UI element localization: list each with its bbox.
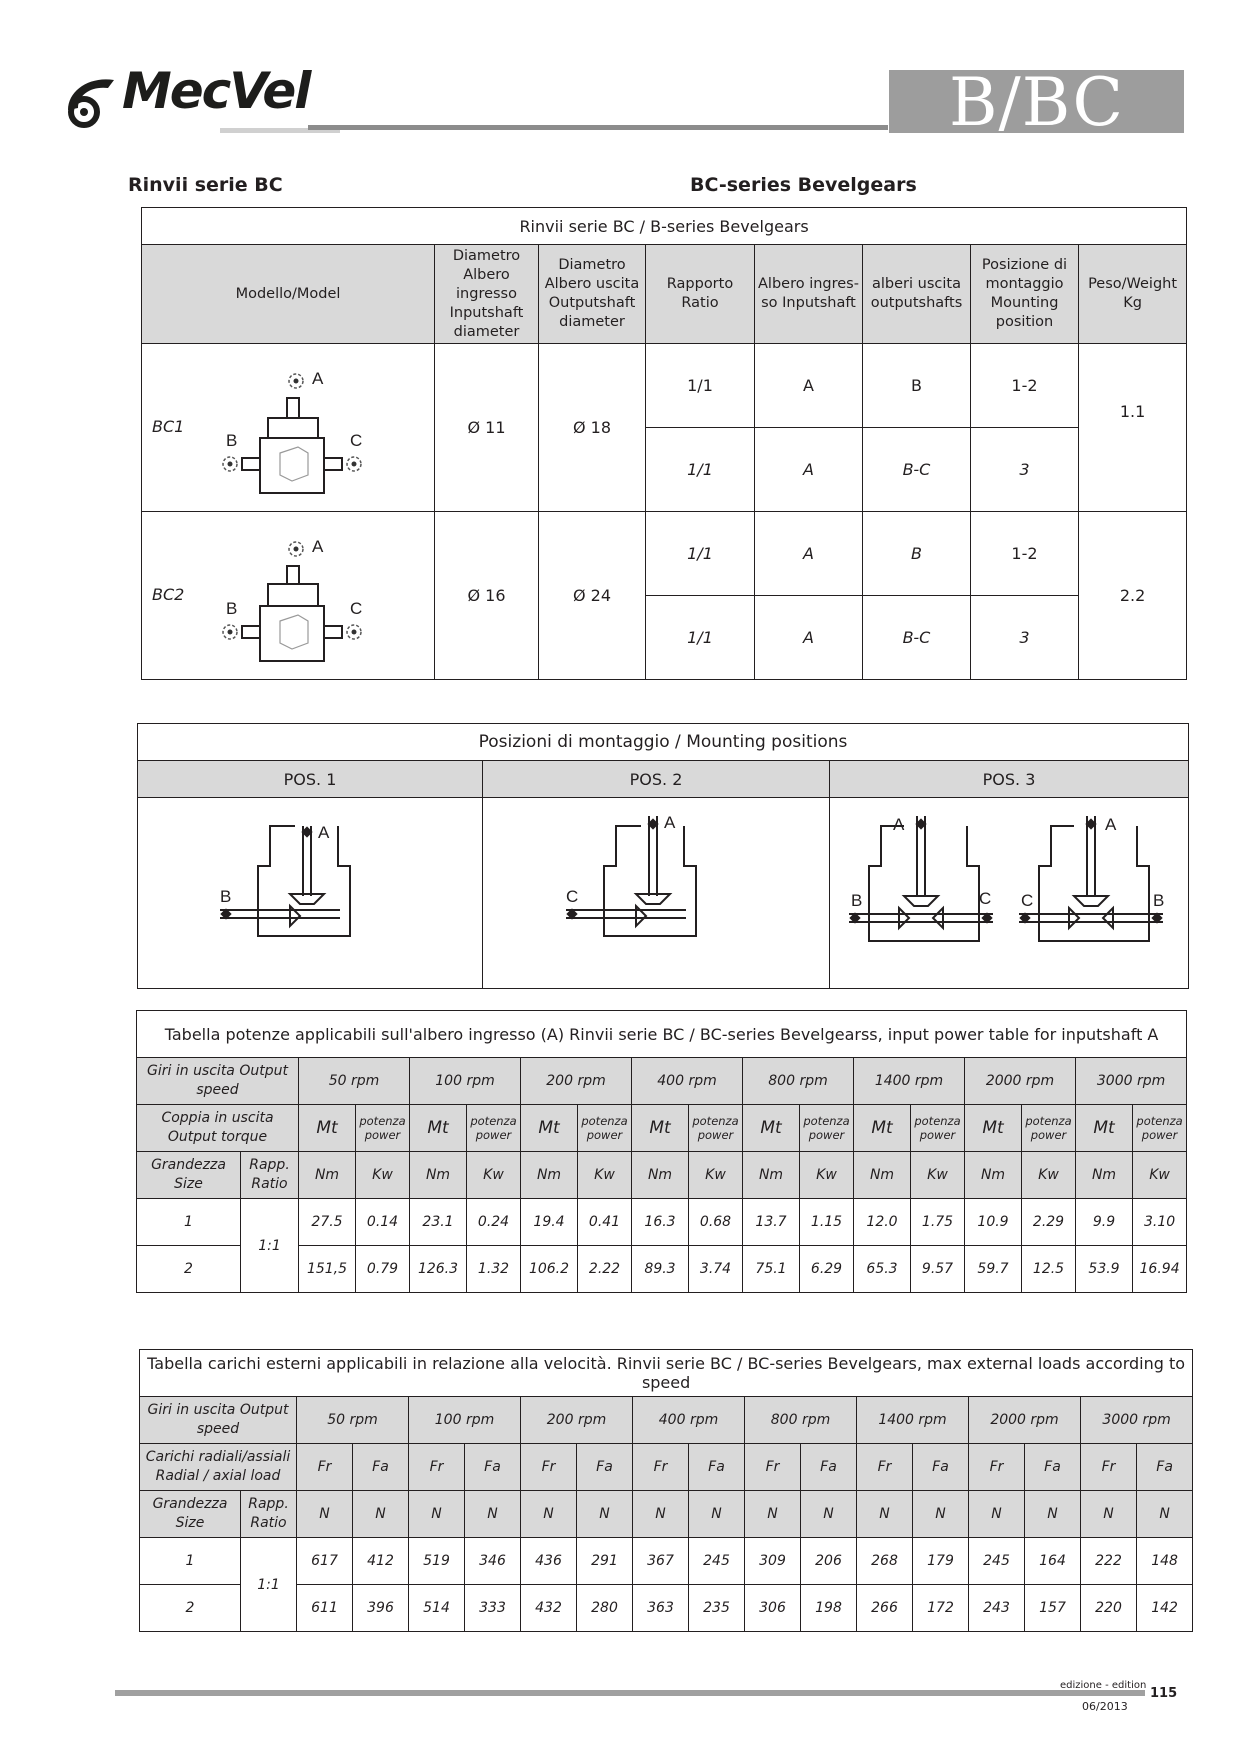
- unit-row: [140, 1491, 1193, 1538]
- table-row: [142, 344, 1187, 428]
- unit-cell: N: [633, 1491, 689, 1538]
- speed-row: [140, 1397, 1193, 1444]
- table-row: [140, 1585, 1193, 1632]
- value-cell: 309: [745, 1538, 801, 1585]
- power-header: potenza power: [1022, 1105, 1076, 1152]
- unit-cell: N: [913, 1491, 969, 1538]
- mt-header: Mt: [1076, 1105, 1133, 1152]
- value-cell: 346: [465, 1538, 521, 1585]
- table-title: Posizioni di montaggio / Mounting positions: [138, 724, 1189, 761]
- bevelgear-models-table: [141, 207, 1187, 680]
- value-cell: 142: [1137, 1585, 1193, 1632]
- unit-cell: Kw: [578, 1152, 632, 1199]
- fr-header: Fr: [409, 1444, 465, 1491]
- value-cell: 206: [801, 1538, 857, 1585]
- power-header: potenza power: [356, 1105, 410, 1152]
- size-cell: 1: [137, 1199, 241, 1246]
- speed-cell: 800 rpm: [743, 1058, 854, 1105]
- fa-header: Fa: [913, 1444, 969, 1491]
- value-cell: 280: [577, 1585, 633, 1632]
- fa-header: Fa: [801, 1444, 857, 1491]
- speed-cell: 3000 rpm: [1081, 1397, 1193, 1444]
- speed-cell: 50 rpm: [299, 1058, 410, 1105]
- mounting-diagram-icon: [210, 816, 410, 966]
- unit-cell: Nm: [743, 1152, 800, 1199]
- position-header-2: POS. 2: [483, 761, 830, 798]
- svg-text:B: B: [226, 598, 238, 618]
- svg-text:B: B: [220, 886, 232, 906]
- value-cell: 10.9: [965, 1199, 1022, 1246]
- speed-cell: 400 rpm: [632, 1058, 743, 1105]
- unit-cell: Nm: [521, 1152, 578, 1199]
- load-label: Carichi radiali/assiali Radial / axial load: [140, 1444, 297, 1491]
- fa-header: Fa: [1025, 1444, 1081, 1491]
- torque-label: Coppia in uscita Output torque: [137, 1105, 299, 1152]
- edition-date: 06/2013: [1082, 1700, 1128, 1713]
- output-diameter: Ø 18: [539, 344, 646, 512]
- value-cell: 611: [297, 1585, 353, 1632]
- unit-cell: Nm: [632, 1152, 689, 1199]
- input-shaft: A: [755, 428, 863, 512]
- unit-cell: N: [857, 1491, 913, 1538]
- value-cell: 396: [353, 1585, 409, 1632]
- section-title-it: Rinvii serie BC: [128, 174, 283, 196]
- speed-label: Giri in uscita Output speed: [137, 1058, 299, 1105]
- value-cell: 436: [521, 1538, 577, 1585]
- fa-header: Fa: [1137, 1444, 1193, 1491]
- ratio: 1/1: [646, 596, 755, 680]
- unit-cell: N: [1025, 1491, 1081, 1538]
- position-header-1: POS. 1: [138, 761, 483, 798]
- model-cell: [142, 344, 435, 512]
- power-header: potenza power: [800, 1105, 854, 1152]
- input-power-table: [136, 1010, 1187, 1293]
- series-badge: B/BC: [889, 70, 1184, 133]
- svg-text:B: B: [1153, 890, 1165, 910]
- ratio: 1/1: [646, 512, 755, 596]
- value-cell: 3.74: [689, 1246, 743, 1293]
- value-cell: 363: [633, 1585, 689, 1632]
- value-cell: 172: [913, 1585, 969, 1632]
- unit-cell: Nm: [1076, 1152, 1133, 1199]
- weight: 1.1: [1079, 344, 1187, 512]
- header-output-shafts: alberi uscita outputshafts: [863, 245, 971, 344]
- value-cell: 222: [1081, 1538, 1137, 1585]
- value-cell: 0.24: [467, 1199, 521, 1246]
- size-label: Grandezza Size: [140, 1491, 241, 1538]
- mt-header: Mt: [965, 1105, 1022, 1152]
- table-title: Tabella carichi esterni applicabili in relazione alla velocità. Rinvii serie BC / BC-series Bevelgears, max external loads according to speed: [140, 1350, 1193, 1397]
- unit-cell: N: [409, 1491, 465, 1538]
- mounting-positions-table: [137, 723, 1189, 989]
- brand-name: MecVel: [122, 62, 310, 120]
- ratio-label: Rapp. Ratio: [241, 1491, 297, 1538]
- unit-cell: Kw: [1022, 1152, 1076, 1199]
- input-shaft: A: [755, 596, 863, 680]
- speed-cell: 2000 rpm: [969, 1397, 1081, 1444]
- unit-cell: N: [521, 1491, 577, 1538]
- position-2-diagram: [483, 798, 830, 989]
- svg-text:B: B: [851, 890, 863, 910]
- value-cell: 9.9: [1076, 1199, 1133, 1246]
- output-diameter: Ø 24: [539, 512, 646, 680]
- value-cell: 12.5: [1022, 1246, 1076, 1293]
- unit-cell: N: [465, 1491, 521, 1538]
- header-input-diameter: Diametro Albero ingresso Inputshaft diameter: [435, 245, 539, 344]
- value-cell: 198: [801, 1585, 857, 1632]
- value-cell: 13.7: [743, 1199, 800, 1246]
- fr-header: Fr: [521, 1444, 577, 1491]
- value-cell: 12.0: [854, 1199, 911, 1246]
- value-cell: 0.14: [356, 1199, 410, 1246]
- power-header: potenza power: [467, 1105, 521, 1152]
- fr-header: Fr: [745, 1444, 801, 1491]
- header-model: Modello/Model: [142, 245, 435, 344]
- input-diameter: Ø 16: [435, 512, 539, 680]
- value-cell: 1.32: [467, 1246, 521, 1293]
- speed-cell: 200 rpm: [521, 1058, 632, 1105]
- size-cell: 1: [140, 1538, 241, 1585]
- position-3-diagram: [830, 798, 1189, 989]
- table-header-row: [142, 245, 1187, 344]
- speed-cell: 50 rpm: [297, 1397, 409, 1444]
- value-cell: 164: [1025, 1538, 1081, 1585]
- value-cell: 151,5: [299, 1246, 356, 1293]
- value-cell: 53.9: [1076, 1246, 1133, 1293]
- mt-header: Mt: [521, 1105, 578, 1152]
- value-cell: 306: [745, 1585, 801, 1632]
- value-cell: 519: [409, 1538, 465, 1585]
- position-1-diagram: [138, 798, 483, 989]
- value-cell: 243: [969, 1585, 1025, 1632]
- mounting-position: 3: [971, 428, 1079, 512]
- value-cell: 235: [689, 1585, 745, 1632]
- mounting-position: 1-2: [971, 344, 1079, 428]
- fa-header: Fa: [465, 1444, 521, 1491]
- value-cell: 16.3: [632, 1199, 689, 1246]
- output-shafts: B: [863, 512, 971, 596]
- page-number: 115: [1150, 1686, 1178, 1701]
- mt-header: Mt: [410, 1105, 467, 1152]
- unit-row: [137, 1152, 1187, 1199]
- value-cell: 291: [577, 1538, 633, 1585]
- value-cell: 0.41: [578, 1199, 632, 1246]
- unit-cell: Kw: [800, 1152, 854, 1199]
- unit-cell: Nm: [965, 1152, 1022, 1199]
- value-cell: 514: [409, 1585, 465, 1632]
- fa-header: Fa: [577, 1444, 633, 1491]
- ratio: 1/1: [646, 344, 755, 428]
- gearbox-diagram-icon: [218, 355, 398, 505]
- mounting-position: 1-2: [971, 512, 1079, 596]
- unit-cell: N: [1137, 1491, 1193, 1538]
- speed-label: Giri in uscita Output speed: [140, 1397, 297, 1444]
- value-cell: 6.29: [800, 1246, 854, 1293]
- value-cell: 27.5: [299, 1199, 356, 1246]
- table-row: [137, 1199, 1187, 1246]
- unit-cell: Kw: [467, 1152, 521, 1199]
- svg-text:C: C: [350, 598, 363, 618]
- value-cell: 412: [353, 1538, 409, 1585]
- value-cell: 0.68: [689, 1199, 743, 1246]
- header-weight: Peso/Weight Kg: [1079, 245, 1187, 344]
- value-cell: 59.7: [965, 1246, 1022, 1293]
- table-title: Rinvii serie BC / B-series Bevelgears: [142, 208, 1187, 245]
- unit-cell: Kw: [356, 1152, 410, 1199]
- value-cell: 157: [1025, 1585, 1081, 1632]
- speed-cell: 100 rpm: [410, 1058, 521, 1105]
- external-loads-table: [139, 1349, 1193, 1632]
- unit-cell: N: [297, 1491, 353, 1538]
- unit-cell: N: [745, 1491, 801, 1538]
- speed-cell: 1400 rpm: [854, 1058, 965, 1105]
- unit-cell: Kw: [1133, 1152, 1187, 1199]
- mt-header: Mt: [854, 1105, 911, 1152]
- table-row: [142, 512, 1187, 596]
- model-cell: [142, 512, 435, 680]
- power-header: potenza power: [911, 1105, 965, 1152]
- unit-cell: N: [353, 1491, 409, 1538]
- svg-text:A: A: [312, 368, 324, 388]
- speed-cell: 800 rpm: [745, 1397, 857, 1444]
- value-cell: 617: [297, 1538, 353, 1585]
- speed-cell: 2000 rpm: [965, 1058, 1076, 1105]
- value-cell: 65.3: [854, 1246, 911, 1293]
- header-input-shaft: Albero ingres-so Inputshaft: [755, 245, 863, 344]
- gearbox-diagram-icon: [218, 523, 398, 673]
- value-cell: 0.79: [356, 1246, 410, 1293]
- unit-cell: Nm: [299, 1152, 356, 1199]
- fr-header: Fr: [297, 1444, 353, 1491]
- ratio-cell: 1:1: [241, 1199, 299, 1293]
- svg-text:A: A: [893, 815, 905, 834]
- mt-header: Mt: [632, 1105, 689, 1152]
- value-cell: 245: [969, 1538, 1025, 1585]
- brand-swirl-icon: [60, 64, 130, 134]
- model-name: BC2: [152, 584, 185, 604]
- table-title: Tabella potenze applicabili sull'albero ingresso (A) Rinvii serie BC / BC-series Bevelgearss, input power table for inputshaft A: [137, 1011, 1187, 1058]
- value-cell: 245: [689, 1538, 745, 1585]
- value-cell: 432: [521, 1585, 577, 1632]
- power-header: potenza power: [578, 1105, 632, 1152]
- output-shafts: B: [863, 344, 971, 428]
- unit-cell: Nm: [854, 1152, 911, 1199]
- ratio: 1/1: [646, 428, 755, 512]
- size-cell: 2: [140, 1585, 241, 1632]
- value-cell: 2.29: [1022, 1199, 1076, 1246]
- section-title-en: BC-series Bevelgears: [690, 174, 917, 196]
- input-shaft: A: [755, 344, 863, 428]
- header-rule: [308, 125, 888, 130]
- edition-label: edizione - edition: [1060, 1680, 1147, 1691]
- value-cell: 126.3: [410, 1246, 467, 1293]
- power-header: potenza power: [1133, 1105, 1187, 1152]
- fr-header: Fr: [633, 1444, 689, 1491]
- ratio-cell: 1:1: [241, 1538, 297, 1632]
- value-cell: 75.1: [743, 1246, 800, 1293]
- fa-header: Fa: [353, 1444, 409, 1491]
- fr-header: Fr: [1081, 1444, 1137, 1491]
- unit-cell: N: [969, 1491, 1025, 1538]
- speed-cell: 100 rpm: [409, 1397, 521, 1444]
- svg-text:A: A: [664, 815, 676, 832]
- value-cell: 333: [465, 1585, 521, 1632]
- unit-cell: N: [1081, 1491, 1137, 1538]
- value-cell: 3.10: [1133, 1199, 1187, 1246]
- svg-text:C: C: [350, 430, 363, 450]
- speed-row: [137, 1058, 1187, 1105]
- fa-header: Fa: [689, 1444, 745, 1491]
- value-cell: 148: [1137, 1538, 1193, 1585]
- unit-cell: N: [689, 1491, 745, 1538]
- mounting-position: 3: [971, 596, 1079, 680]
- output-shafts: B-C: [863, 428, 971, 512]
- power-header: potenza power: [689, 1105, 743, 1152]
- brand-logo: [60, 60, 310, 140]
- speed-cell: 400 rpm: [633, 1397, 745, 1444]
- value-cell: 1.15: [800, 1199, 854, 1246]
- value-cell: 220: [1081, 1585, 1137, 1632]
- header-mounting-position: Posizione di montaggio Mounting position: [971, 245, 1079, 344]
- value-cell: 23.1: [410, 1199, 467, 1246]
- table-row: [140, 1538, 1193, 1585]
- unit-cell: Kw: [911, 1152, 965, 1199]
- speed-cell: 200 rpm: [521, 1397, 633, 1444]
- weight: 2.2: [1079, 512, 1187, 680]
- header-ratio: Rapporto Ratio: [646, 245, 755, 344]
- value-cell: 9.57: [911, 1246, 965, 1293]
- mounting-diagram-icon: [556, 816, 756, 966]
- value-cell: 19.4: [521, 1199, 578, 1246]
- svg-text:A: A: [1105, 815, 1117, 834]
- speed-cell: 3000 rpm: [1076, 1058, 1187, 1105]
- svg-text:A: A: [312, 536, 324, 556]
- value-cell: 179: [913, 1538, 969, 1585]
- ratio-label: Rapp. Ratio: [241, 1152, 299, 1199]
- value-cell: 1.75: [911, 1199, 965, 1246]
- unit-cell: N: [801, 1491, 857, 1538]
- svg-text:B: B: [226, 430, 238, 450]
- unit-cell: Nm: [410, 1152, 467, 1199]
- mt-header: Mt: [743, 1105, 800, 1152]
- torque-row: [137, 1105, 1187, 1152]
- value-cell: 16.94: [1133, 1246, 1187, 1293]
- position-header-3: POS. 3: [830, 761, 1189, 798]
- fr-header: Fr: [969, 1444, 1025, 1491]
- value-cell: 106.2: [521, 1246, 578, 1293]
- value-cell: 89.3: [632, 1246, 689, 1293]
- svg-text:A: A: [318, 822, 330, 842]
- speed-cell: 1400 rpm: [857, 1397, 969, 1444]
- mounting-diagram-icon: [839, 816, 1179, 966]
- value-cell: 2.22: [578, 1246, 632, 1293]
- value-cell: 367: [633, 1538, 689, 1585]
- svg-text:C: C: [566, 886, 579, 906]
- model-name: BC1: [152, 416, 185, 436]
- value-cell: 266: [857, 1585, 913, 1632]
- input-diameter: Ø 11: [435, 344, 539, 512]
- svg-text:C: C: [1021, 890, 1034, 910]
- output-shafts: B-C: [863, 596, 971, 680]
- load-type-row: [140, 1444, 1193, 1491]
- svg-text:C: C: [979, 888, 992, 908]
- input-shaft: A: [755, 512, 863, 596]
- size-label: Grandezza Size: [137, 1152, 241, 1199]
- size-cell: 2: [137, 1246, 241, 1293]
- fr-header: Fr: [857, 1444, 913, 1491]
- mt-header: Mt: [299, 1105, 356, 1152]
- header-output-diameter: Diametro Albero uscita Outputshaft diameter: [539, 245, 646, 344]
- value-cell: 268: [857, 1538, 913, 1585]
- unit-cell: Kw: [689, 1152, 743, 1199]
- footer-rule: [115, 1690, 1145, 1696]
- unit-cell: N: [577, 1491, 633, 1538]
